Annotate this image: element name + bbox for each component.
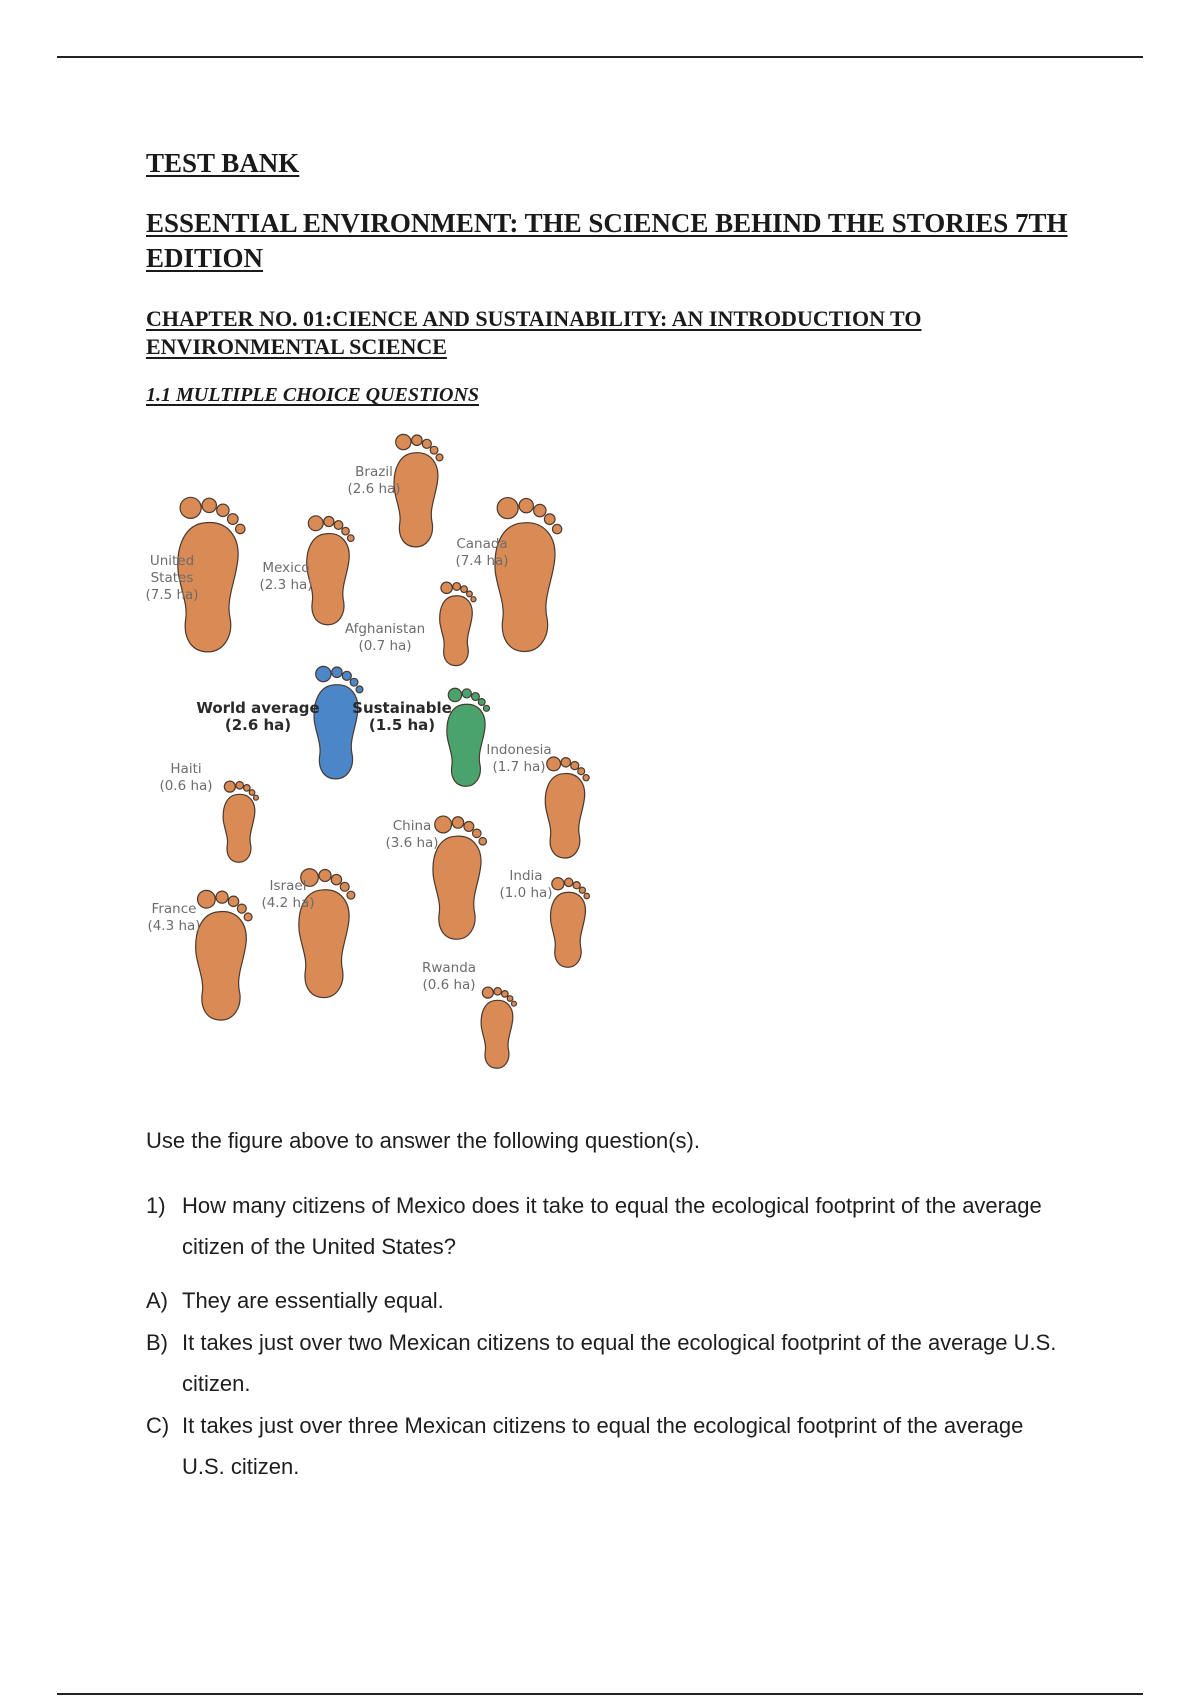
footprint-shape bbox=[299, 869, 355, 998]
top-rule bbox=[57, 56, 1143, 58]
footprint-value-label: (3.6 ha) bbox=[385, 835, 439, 851]
chapter-heading: CHAPTER NO. 01:CIENCE AND SUSTAINABILITY: AN INTRODUCTION TO ENVIRONMENTAL SCIENCE bbox=[146, 306, 922, 359]
footprint-shape bbox=[307, 516, 354, 625]
footprint-name-label: India bbox=[509, 868, 543, 884]
footprint-name-label: France bbox=[151, 901, 197, 917]
question-1 bbox=[146, 1185, 1066, 1267]
option-letter: A) bbox=[146, 1288, 168, 1313]
option-text: It takes just over three Mexican citizens to equal the ecological footprint of the average U.S. citizen. bbox=[182, 1413, 1024, 1479]
option-c[interactable] bbox=[146, 1405, 1066, 1487]
footprint-united-states bbox=[145, 497, 245, 652]
footprint-israel bbox=[261, 869, 354, 998]
footprint-value-label: (4.2 ha) bbox=[261, 895, 315, 911]
footprint-value-label: (0.6 ha) bbox=[159, 778, 213, 794]
footprint-name-label: States bbox=[150, 570, 194, 586]
footprint-afghanistan bbox=[345, 582, 476, 666]
footprint-shape bbox=[314, 666, 363, 779]
footprint-value-label: (4.3 ha) bbox=[147, 918, 201, 934]
footprint-china bbox=[385, 816, 486, 939]
figure-instruction: Use the figure above to answer the following question(s). bbox=[146, 1128, 700, 1153]
footprint-sustainable bbox=[352, 688, 489, 786]
footprint-value-label: (1.0 ha) bbox=[499, 885, 553, 901]
footprint-shape bbox=[495, 498, 562, 652]
option-letter: B) bbox=[146, 1330, 168, 1355]
footprint-value-label: (1.5 ha) bbox=[368, 716, 436, 734]
footprint-shape bbox=[433, 816, 487, 939]
question-text: How many citizens of Mexico does it take to equal the ecological footprint of the average citizen of the United States? bbox=[182, 1193, 1042, 1259]
footprint-name-label: Rwanda bbox=[421, 960, 477, 976]
option-b[interactable] bbox=[146, 1322, 1066, 1404]
bottom-rule bbox=[57, 1693, 1143, 1695]
footprint-name-label: Afghanistan bbox=[344, 621, 426, 637]
footprint-name-label: Brazil bbox=[355, 464, 393, 480]
footprint-france bbox=[147, 890, 252, 1020]
question-number: 1) bbox=[146, 1193, 166, 1218]
footprint-name-label: Indonesia bbox=[486, 742, 552, 758]
footprint-brazil bbox=[347, 434, 442, 547]
footprint-name-label: Canada bbox=[456, 536, 508, 552]
footprint-name-label: World average bbox=[196, 699, 320, 717]
footprint-mexico bbox=[259, 516, 354, 625]
footprint-shape bbox=[447, 688, 490, 786]
option-a[interactable] bbox=[146, 1280, 1066, 1321]
footprint-shape bbox=[551, 878, 590, 968]
footprint-name-label: Mexico bbox=[262, 560, 310, 576]
option-letter: C) bbox=[146, 1413, 170, 1438]
footprint-value-label: (2.6 ha) bbox=[347, 481, 401, 497]
footprint-value-label: (2.6 ha) bbox=[224, 716, 292, 734]
footprint-value-label: (0.7 ha) bbox=[358, 638, 412, 654]
footprint-world-average bbox=[196, 666, 363, 779]
footprint-value-label: (7.4 ha) bbox=[455, 553, 509, 569]
footprint-name-label: China bbox=[392, 818, 432, 834]
footprint-rwanda bbox=[422, 960, 516, 1068]
footprint-india bbox=[499, 868, 589, 967]
footprint-name-label: United bbox=[149, 553, 195, 569]
footprint-shape bbox=[223, 781, 258, 862]
footprint-shape bbox=[545, 757, 589, 858]
footprint-value-label: (0.6 ha) bbox=[422, 977, 476, 993]
footprint-canada bbox=[455, 498, 561, 652]
footprint-shape bbox=[440, 582, 476, 666]
footprint-name-label: Haiti bbox=[170, 761, 202, 777]
footprint-value-label: (2.3 ha) bbox=[259, 577, 313, 593]
footprint-value-label: (1.7 ha) bbox=[492, 759, 546, 775]
section-heading: 1.1 MULTIPLE CHOICE QUESTIONS bbox=[146, 384, 480, 406]
footprint-name-label: Sustainable bbox=[352, 699, 452, 717]
test-bank-heading: TEST BANK bbox=[146, 148, 300, 178]
footprint-indonesia bbox=[486, 742, 589, 858]
footprint-shape bbox=[394, 434, 443, 547]
option-text: It takes just over two Mexican citizens to equal the ecological footprint of the average U.S. citizen. bbox=[182, 1330, 1057, 1396]
book-title-heading: ESSENTIAL ENVIRONMENT: THE SCIENCE BEHIND THE STORIES 7TH EDITION bbox=[146, 208, 1068, 273]
footprint-name-label: Israel bbox=[269, 878, 307, 894]
ecological-footprint-figure bbox=[140, 430, 660, 1080]
footprint-shape bbox=[196, 890, 252, 1020]
option-text: They are essentially equal. bbox=[182, 1288, 444, 1313]
footprint-shape bbox=[481, 987, 516, 1068]
footprint-value-label: (7.5 ha) bbox=[145, 587, 199, 603]
footprint-haiti bbox=[159, 761, 258, 862]
